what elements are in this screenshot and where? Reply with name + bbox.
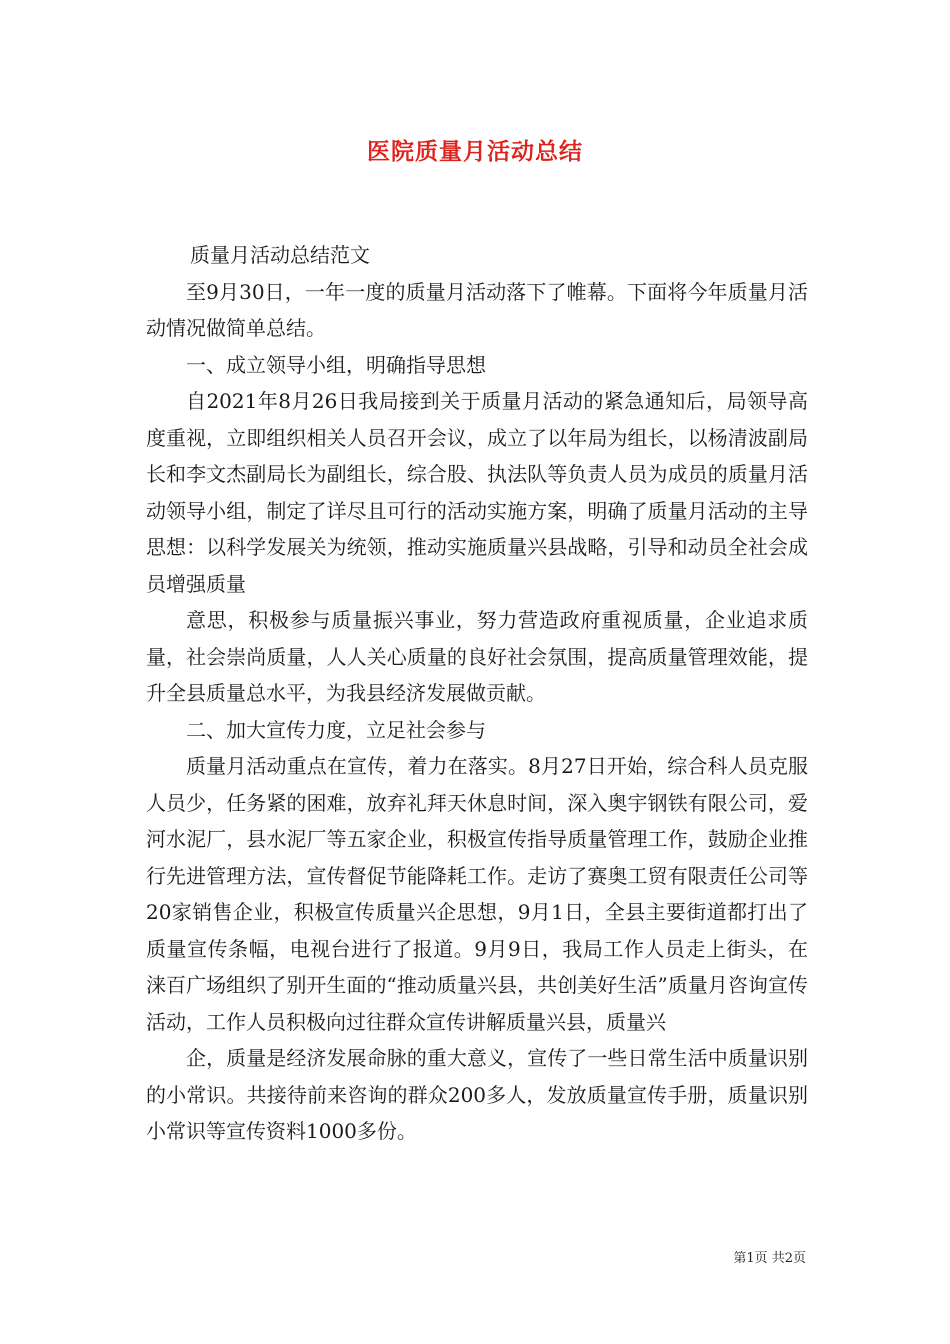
section-heading-2: 二、加大宣传力度，立足社会参与 xyxy=(186,717,486,742)
body-paragraph: 质量月活动重点在宣传，着力在落实。8月27日开始，综合科人员克服人员少，任务紧的困难，放弃礼拜天休息时间，深入奥宇钢铁有限公司，爱河水泥厂，县水泥厂等五家企业，积极宣传指导质量管理工作，鼓励企业推行先进管理方法，宣传督促节能降耗工作。走访了赛奥工贸有限责任公司等20家销售企业，积极宣传质量兴企思想，9月1日，全县主要街道都打出了质量宣传条幅，电视台进行了报道。9月9日，我局工作人员走上街头，在涞百广场组织了别开生面的“推动质量兴县，共创美好生活”质量月咨询宣传活动，工作人员积极向过往群众宣传讲解质量兴县，质量兴 xyxy=(146,754,808,1034)
body-paragraph: 企，质量是经济发展命脉的重大意义，宣传了一些日常生活中质量识别的小常识。共接待前来咨询的群众200多人，发放质量宣传手册，质量识别小常识等宣传资料1000多份。 xyxy=(146,1046,808,1143)
body-paragraph: 自2021年8月26日我局接到关于质量月活动的紧急通知后，局领导高度重视，立即组织相关人员召开会议，成立了以年局为组长，以杨清波副局长和李文杰副局长为副组长，综合股、执法队等负责人员为成员的质量月活动领导小组，制定了详尽且可行的活动实施方案，明确了质量月活动的主导思想：以科学发展关为统领，推动实施质量兴县战略，引导和动员全社会成员增强质量 xyxy=(146,389,808,596)
section-heading-1: 一、成立领导小组，明确指导思想 xyxy=(186,352,486,377)
body-paragraph: 意思，积极参与质量振兴事业，努力营造政府重视质量，企业追求质量，社会崇尚质量，人人关心质量的良好社会氛围，提高质量管理效能，提升全县质量总水平，为我县经济发展做贡献。 xyxy=(146,608,808,705)
document-body xyxy=(146,237,808,1150)
intro-paragraph: 至9月30日，一年一度的质量月活动落下了帷幕。下面将今年质量月活动情况做简单总结。 xyxy=(146,279,808,340)
document-title: 医院质量月活动总结 xyxy=(367,138,583,165)
page-number: 第1页 共2页 xyxy=(733,1251,806,1266)
subtitle-paragraph: 质量月活动总结范文 xyxy=(190,243,370,267)
